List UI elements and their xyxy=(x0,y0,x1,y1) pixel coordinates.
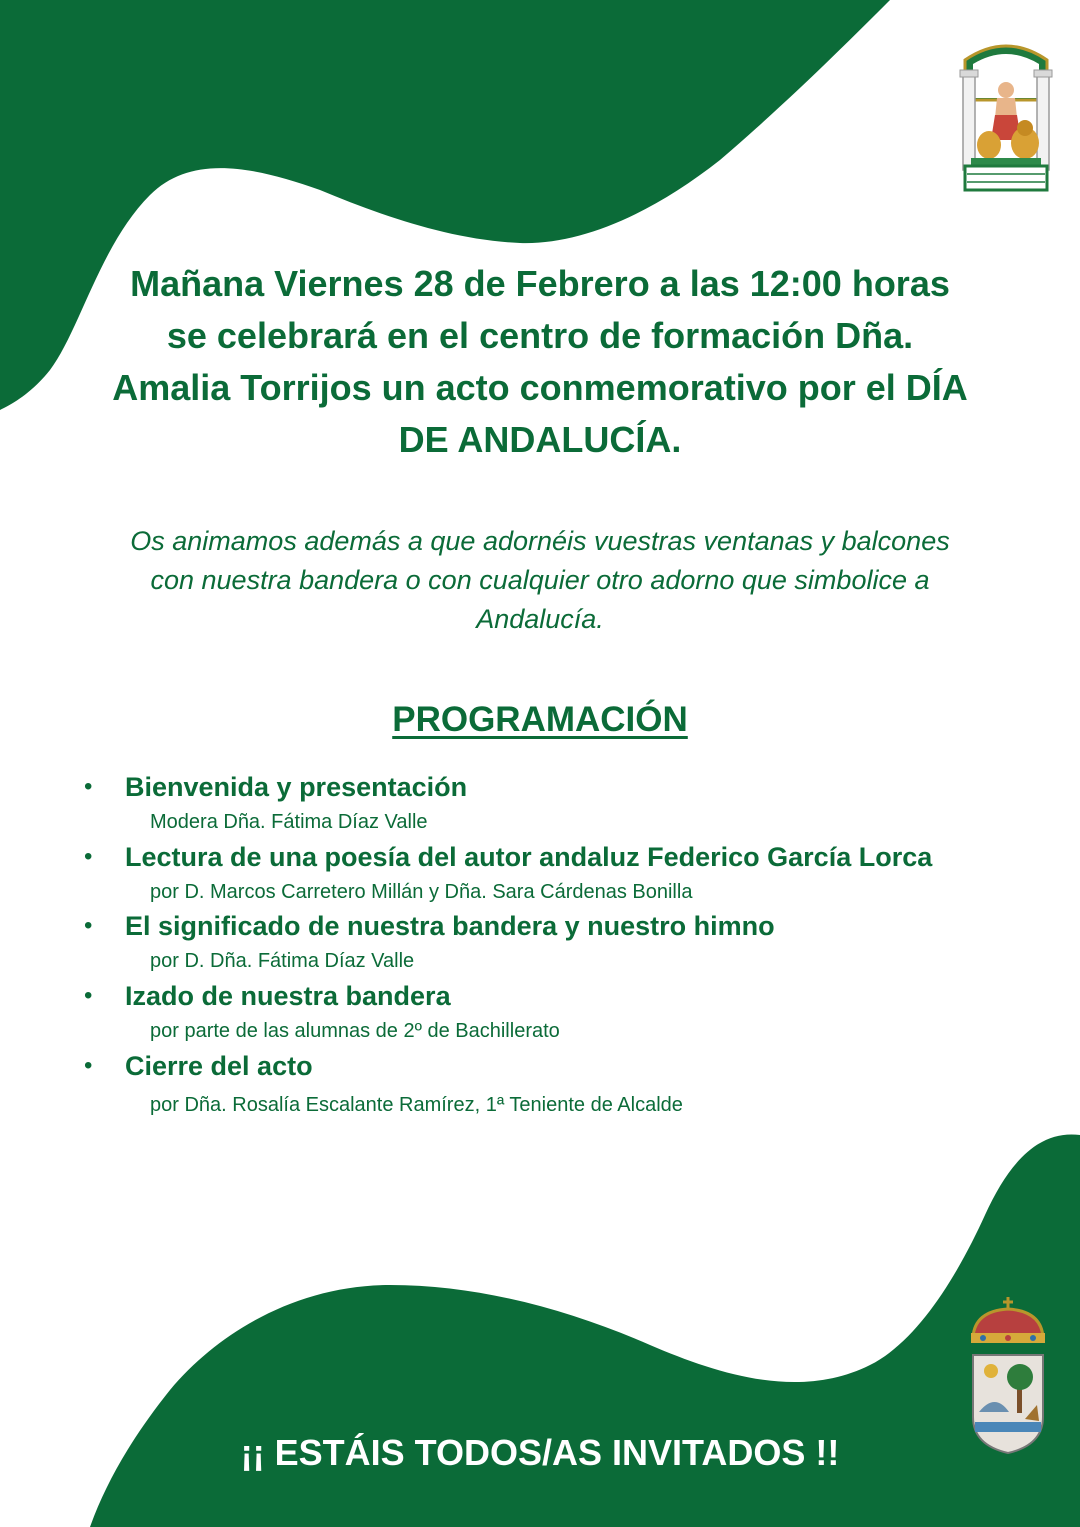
program-item-detail: por D. Dña. Fátima Díaz Valle xyxy=(150,950,415,972)
program-item-title: Bienvenida y presentación xyxy=(125,772,468,802)
program-item-detail: Modera Dña. Fátima Díaz Valle xyxy=(150,811,428,833)
program-item-title: Lectura de una poesía del autor andaluz Federico García Lorca xyxy=(125,842,933,872)
announcement-line-2: se celebrará en el centro de formación Dña. xyxy=(166,315,914,356)
program-item-detail: por D. Marcos Carretero Millán y Dña. Sara Cárdenas Bonilla xyxy=(150,881,693,903)
announcement-line-1: Mañana Viernes 28 de Febrero a las 12:00 horas xyxy=(130,263,950,304)
bullet-icon: • xyxy=(84,982,93,1009)
announcement-line-3: Amalia Torrijos un acto conmemorativo por el DÍA xyxy=(112,367,968,408)
program-item-title: Cierre del acto xyxy=(125,1051,313,1081)
bullet-icon: • xyxy=(84,1052,93,1079)
program-item-title: Izado de nuestra bandera xyxy=(125,981,451,1011)
program-title: PROGRAMACIÓN xyxy=(392,700,688,739)
program-item-detail: por parte de las alumnas de 2º de Bachillerato xyxy=(150,1020,560,1042)
invitation-line-3: Andalucía. xyxy=(476,604,604,634)
bullet-icon: • xyxy=(84,773,93,800)
program-item-title: El significado de nuestra bandera y nuestro himno xyxy=(125,911,775,941)
bullet-icon: • xyxy=(84,912,93,939)
bullet-icon: • xyxy=(84,843,93,870)
closing-message: ¡¡ ESTÁIS TODOS/AS INVITADOS !! xyxy=(240,1432,840,1473)
invitation-line-1: Os animamos además a que adornéis vuestras ventanas y balcones xyxy=(130,526,950,556)
invitation-line-2: con nuestra bandera o con cualquier otro adorno que simbolice a xyxy=(150,565,930,595)
announcement-line-4: DE ANDALUCÍA. xyxy=(398,419,682,460)
program-item-detail: por Dña. Rosalía Escalante Ramírez, 1ª Teniente de Alcalde xyxy=(150,1094,683,1116)
